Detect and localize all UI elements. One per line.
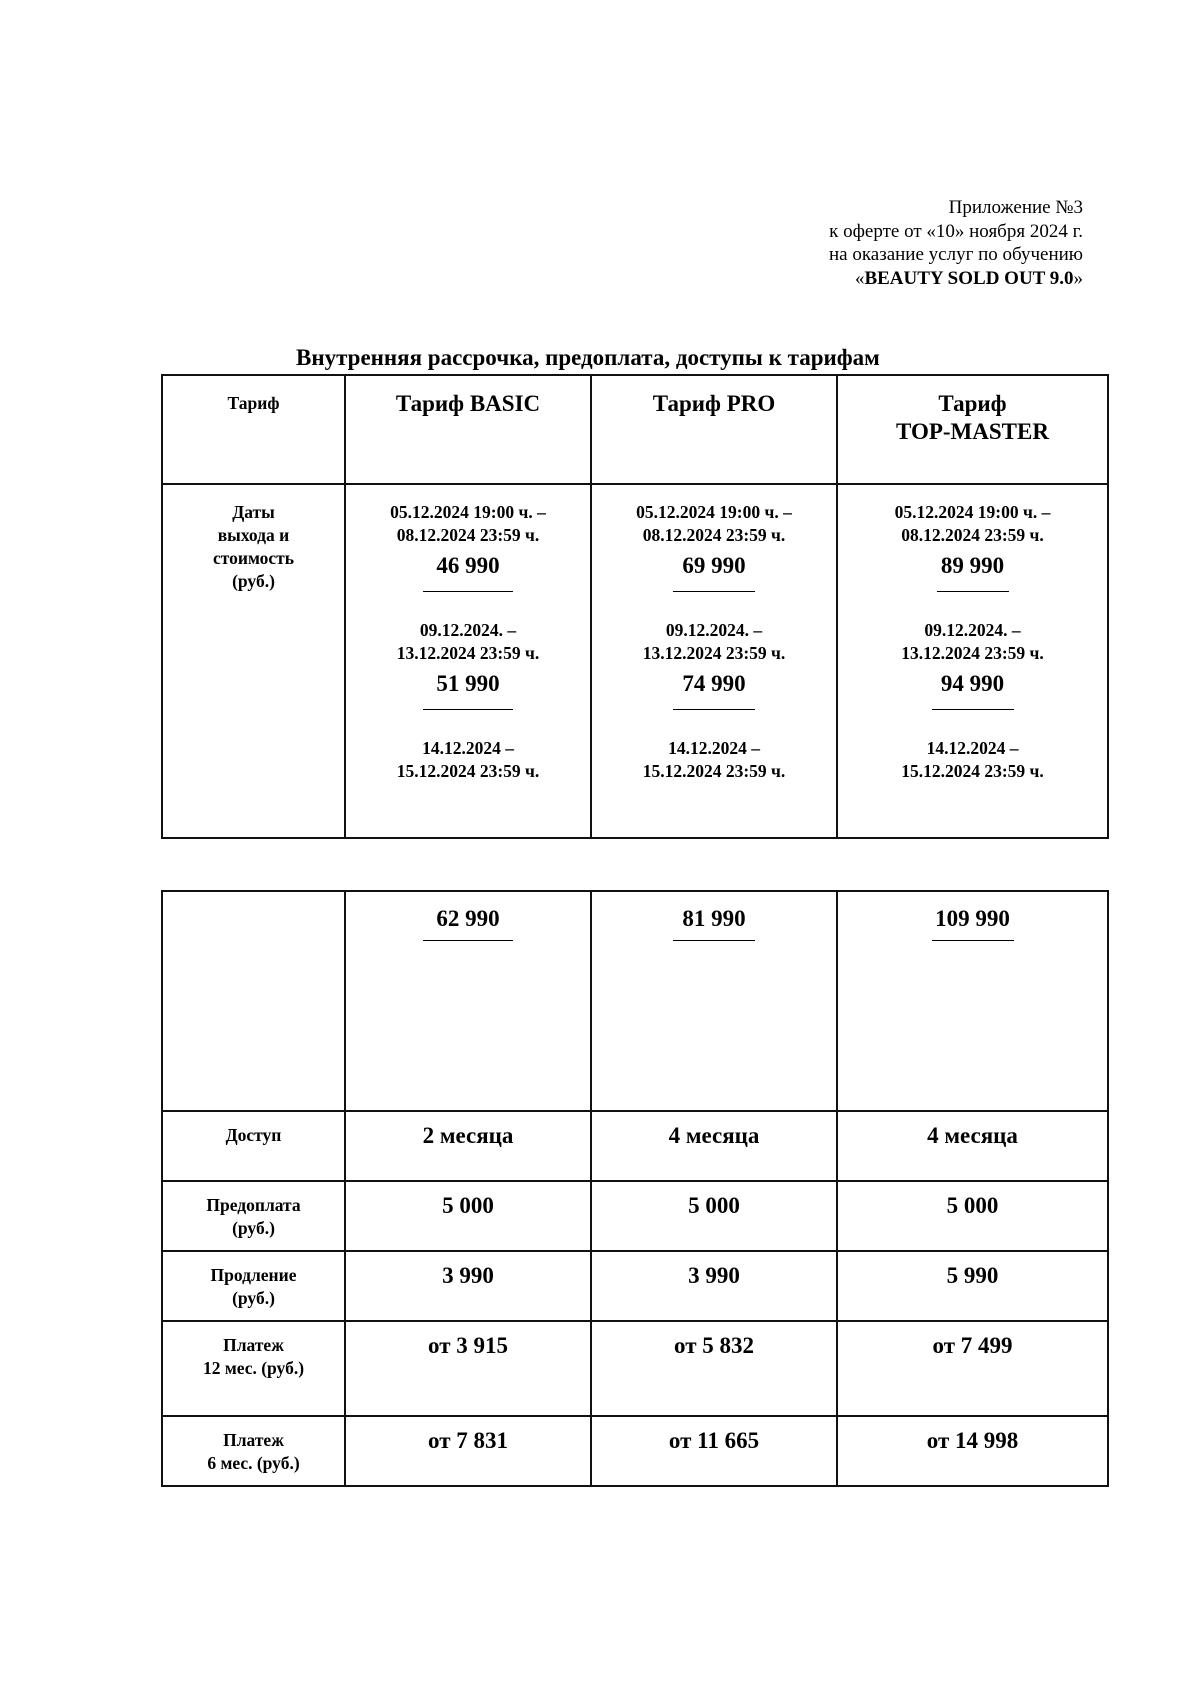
table-row: [162, 375, 1108, 484]
price-schedule-pro: [591, 484, 837, 838]
document-header: [829, 196, 1083, 290]
period-start: 09.12.2024. –: [419, 620, 517, 640]
period-start: 09.12.2024. –: [665, 620, 763, 640]
value-cell: от 11 665: [591, 1416, 837, 1486]
final-price-cell: [837, 891, 1108, 1111]
appendix-number: Приложение №3: [948, 197, 1083, 218]
period-end: 15.12.2024 23:59 ч.: [901, 761, 1044, 781]
separator-line: [423, 940, 513, 941]
page-title: Внутренняя рассрочка, предоплата, доступы к тарифам: [296, 345, 880, 370]
separator-line: [423, 709, 513, 710]
course-name: «BEAUTY SOLD OUT 9.0»: [854, 267, 1083, 289]
offer-reference: к оферте от «10» ноября 2024 г.: [829, 220, 1083, 242]
value-cell: 3 990: [591, 1251, 837, 1321]
service-description: на оказание услуг по обучению: [828, 244, 1083, 265]
period-end: 13.12.2024 23:59 ч.: [642, 643, 786, 663]
price: 51 990: [436, 671, 500, 696]
value-cell: от 5 832: [591, 1321, 837, 1416]
period-start: 05.12.2024 19:00 ч. –: [390, 502, 546, 522]
value-cell: 5 000: [837, 1181, 1108, 1251]
separator-line: [673, 940, 755, 941]
tariff-name: Тариф BASIC: [395, 391, 541, 416]
table-row-payment-12: [162, 1321, 1108, 1416]
separator-line: [937, 591, 1009, 592]
period-start: 14.12.2024 –: [926, 738, 1019, 758]
price: 62 990: [436, 906, 500, 931]
corner-label: Тариф: [227, 393, 280, 413]
table-row: [162, 484, 1108, 838]
period-end: 15.12.2024 23:59 ч.: [642, 761, 786, 781]
separator-line: [932, 709, 1014, 710]
value-cell: от 14 998: [837, 1416, 1108, 1486]
value-cell: 5 000: [345, 1181, 591, 1251]
period-start: 09.12.2024. –: [924, 620, 1021, 640]
price-schedule-top-master: [837, 484, 1108, 838]
row-label-cell: Платеж 12 мес. (руб.): [162, 1321, 345, 1416]
value-cell: 3 990: [345, 1251, 591, 1321]
period-start: 05.12.2024 19:00 ч. –: [636, 502, 792, 522]
value-cell: от 7 499: [837, 1321, 1108, 1416]
value-cell: 5 000: [591, 1181, 837, 1251]
table-row-payment-6: [162, 1416, 1108, 1486]
table-row-access: [162, 1111, 1108, 1181]
price: 109 990: [935, 906, 1010, 931]
final-price-cell: [591, 891, 837, 1111]
price: 81 990: [682, 906, 746, 931]
price: 89 990: [940, 553, 1005, 578]
separator-line: [673, 591, 755, 592]
price: 46 990: [436, 553, 500, 578]
period-end: 08.12.2024 23:59 ч.: [642, 525, 786, 545]
value-cell: 5 990: [837, 1251, 1108, 1321]
price: 69 990: [682, 553, 746, 578]
period-end: 08.12.2024 23:59 ч.: [901, 525, 1044, 545]
value-cell: от 7 831: [345, 1416, 591, 1486]
empty-label-cell: [162, 891, 345, 1111]
row-label-cell: Продление (руб.): [162, 1251, 345, 1321]
tariff-header-cell: [591, 375, 837, 484]
dates-label-cell: Даты выхода и стоимость (руб.): [162, 484, 345, 838]
period-end: 08.12.2024 23:59 ч.: [396, 525, 540, 545]
table-row: [162, 891, 1108, 1111]
table-row-extension: [162, 1251, 1108, 1321]
separator-line: [423, 591, 513, 592]
period-start: 14.12.2024 –: [668, 738, 760, 758]
period-start: 05.12.2024 19:00 ч. –: [894, 502, 1051, 522]
tariff-name: Тариф PRO: [652, 391, 776, 416]
tariff-header-cell: Тариф TOP-MASTER: [837, 375, 1108, 484]
table-row-prepayment: [162, 1181, 1108, 1251]
tariff-header-cell: [345, 375, 591, 484]
price: 94 990: [940, 671, 1005, 696]
value-cell: 2 месяца: [345, 1111, 591, 1181]
value-cell: 4 месяца: [837, 1111, 1108, 1181]
tariff-name: Тариф: [938, 391, 1007, 416]
row-label-cell: Платеж 6 мес. (руб.): [162, 1416, 345, 1486]
separator-line: [932, 940, 1014, 941]
value-cell: от 3 915: [345, 1321, 591, 1416]
final-price-cell: [345, 891, 591, 1111]
price-schedule-basic: [345, 484, 591, 838]
period-start: 14.12.2024 –: [422, 738, 514, 758]
row-label-cell: Доступ: [162, 1111, 345, 1181]
corner-label-cell: [162, 375, 345, 484]
row-label-cell: Предоплата (руб.): [162, 1181, 345, 1251]
period-end: 13.12.2024 23:59 ч.: [901, 643, 1044, 663]
pricing-table: [161, 374, 1109, 839]
payment-terms-table: [161, 890, 1109, 1487]
period-end: 15.12.2024 23:59 ч.: [396, 761, 540, 781]
separator-line: [673, 709, 755, 710]
period-end: 13.12.2024 23:59 ч.: [396, 643, 540, 663]
value-cell: 4 месяца: [591, 1111, 837, 1181]
price: 74 990: [682, 671, 746, 696]
